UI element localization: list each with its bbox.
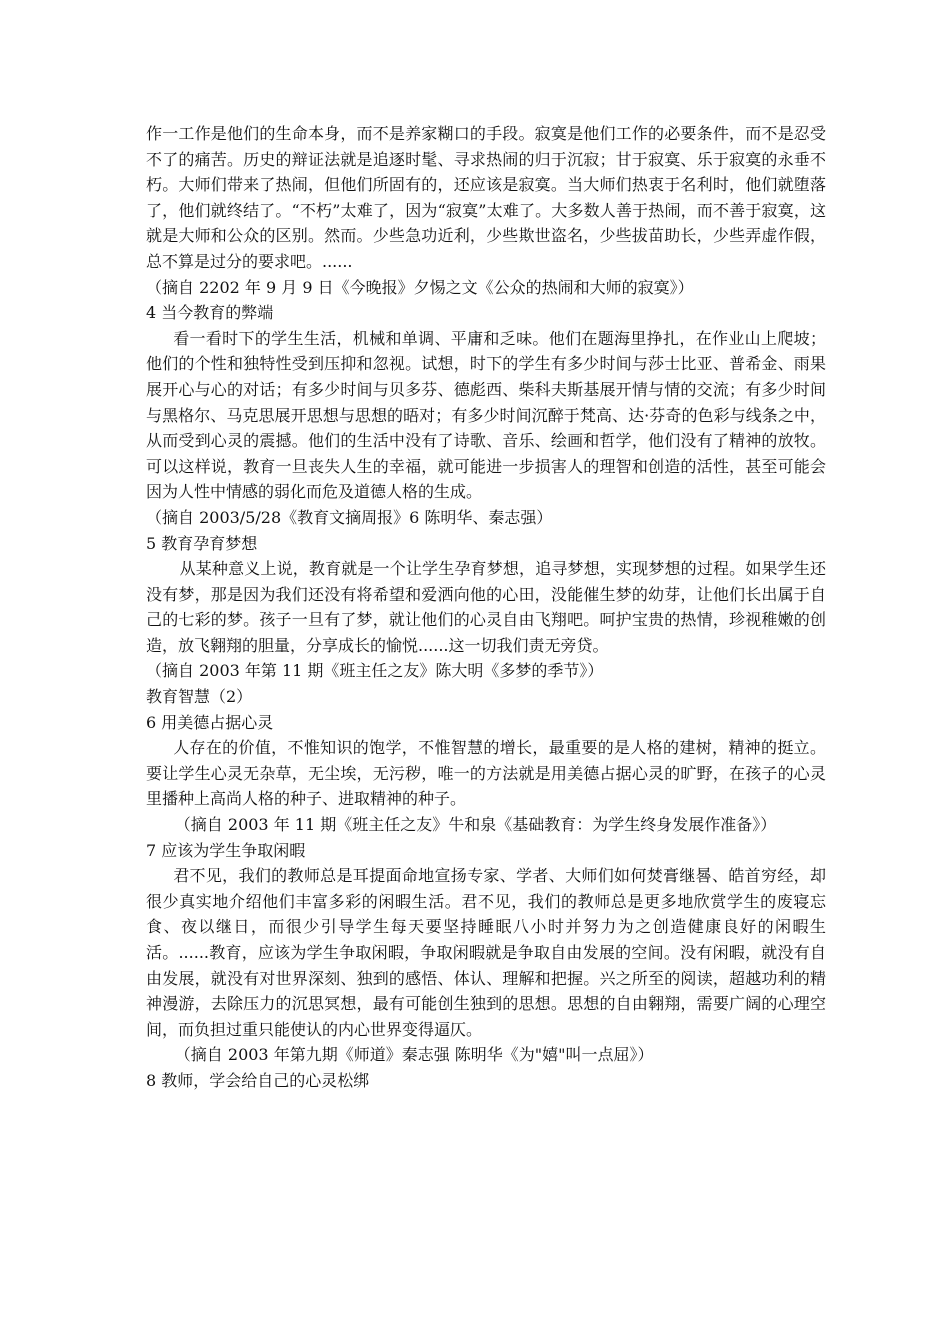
paragraph-dreams: 从某种意义上说，教育就是一个让学生孕育梦想，追寻梦想，实现梦想的过程。如果学生还没有梦，那是因为我们还没有将希望和爱洒向他的心田，没能催生梦的幼芽，让他们长出属于自己的七彩的梦。孩子一旦有了梦，就让他们的心灵自由飞翔吧。呵护宝贵的热情，珍视稚嫩的创造，放飞翱翔的胆量，分享成长的愉悦......这一切我们责无旁贷。 — [146, 559, 826, 655]
section-heading-5: 5 教育孕育梦想 — [146, 533, 258, 553]
source-citation: （摘自 2003 年第九期《师道》秦志强 陈明华《为"嬉"叫一点屈》） — [174, 1045, 654, 1065]
section-heading-8: 8 教师，学会给自己的心灵松绑 — [146, 1070, 370, 1090]
source-citation: （摘自 2003 年 11 期《班主任之友》牛和泉《基础教育：为学生终身发展作准备》） — [174, 815, 777, 835]
paragraph-education-drawbacks: 看一看时下的学生生活，机械和单调、平庸和乏味。他们在题海里挣扎，在作业山上爬坡；他们的个性和独特性受到压抑和忽视。试想，时下的学生有多少时间与莎士比亚、普希金、雨果展开心与心的对话；有多少时间与贝多芬、德彪西、柴科夫斯基展开情与情的交流；有多少时间与黑格尔、马克思展开思想与思想的晤对；有多少时间沉醉于梵高、达·芬奇的色彩与线条之中，从而受到心灵的震撼。他们的生活中没有了诗歌、音乐、绘画和哲学，他们没有了精神的放牧。可以这样说，教育一旦丧失人生的幸福，就可能进一步损害人的理智和创造的活性，甚至可能会因为人性中情感的弱化而危及道德人格的生成。 — [146, 328, 826, 502]
source-citation: （摘自 2202 年 9 月 9 日《今晚报》夕惕之文《公众的热闹和大师的寂寞》） — [146, 277, 694, 297]
source-citation: （摘自 2003 年第 11 期《班主任之友》陈大明《多梦的季节》） — [146, 661, 604, 681]
document-page — [146, 121, 826, 1094]
source-citation: （摘自 2003/5/28《教育文摘周报》6 陈明华、秦志强） — [146, 507, 553, 527]
paragraph-virtue: 人存在的价值，不惟知识的饱学，不惟智慧的增长，最重要的是人格的建树，精神的挺立。要让学生心灵无杂草，无尘埃，无污秽，唯一的方法就是用美德占据心灵的旷野，在孩子的心灵里播种上高尚人格的种子、进取精神的种子。 — [146, 738, 826, 809]
section-heading-wisdom: 教育智慧（2） — [146, 687, 253, 707]
section-heading-4: 4 当今教育的弊端 — [146, 303, 274, 323]
section-heading-6: 6 用美德占据心灵 — [146, 712, 274, 732]
paragraph-leisure: 君不见，我们的教师总是耳提面命地宣扬专家、学者、大师们如何焚膏继晷、皓首穷经，却很少真实地介绍他们丰富多彩的闲暇生活。君不见，我们的教师总是更多地欣赏学生的废寝忘食、夜以继日，而很少引导学生每天要坚持睡眠八小时并努力为之创造健康良好的闲暇生活。......教育，应该为学生争取闲暇，争取闲暇就是争取自由发展的空间。没有闲暇，就没有自由发展，就没有对世界深刻、独到的感悟、体认、理解和把握。兴之所至的阅读，超越功利的精神漫游，去除压力的沉思冥想，最有可能创生独到的思想。思想的自由翱翔，需要广阔的心理空间，而负担过重只能使认的内心世界变得逼仄。 — [146, 866, 826, 1039]
paragraph-solitude: 作一工作是他们的生命本身，而不是养家糊口的手段。寂寞是他们工作的必要条件，而不是忍受不了的痛苦。历史的辩证法就是追逐时髦、寻求热闹的归于沉寂；甘于寂寞、乐于寂寞的永垂不朽。大师们带来了热闹，但他们所固有的，还应该是寂寞。当大师们热衷于名利时，他们就堕落了，他们就终结了。“不朽”太难了，因为“寂寞”太难了。大多数人善于热闹，而不善于寂寞，这就是大师和公众的区别。然而。少些急功近利，少些欺世盗名，少些拔苗助长，少些弄虚作假，总不算是过分的要求吧。...... — [146, 124, 826, 271]
section-heading-7: 7 应该为学生争取闲暇 — [146, 840, 306, 860]
